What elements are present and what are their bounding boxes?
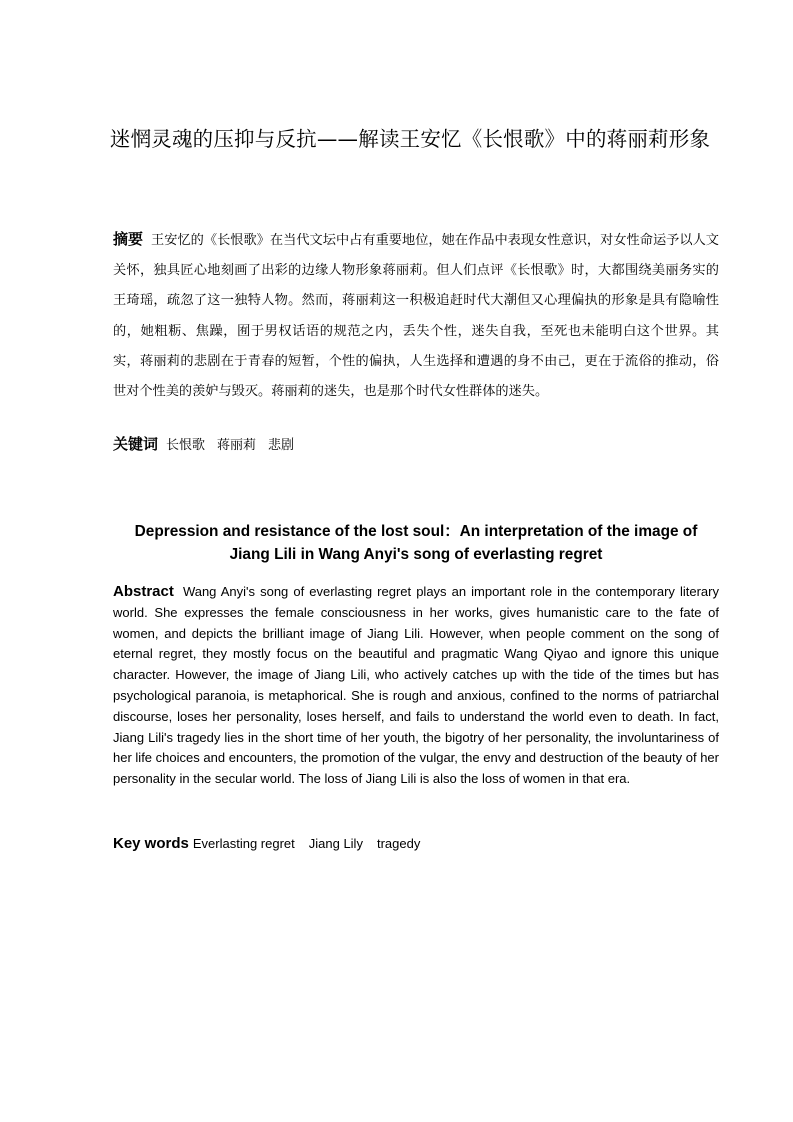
english-keywords [113, 832, 719, 856]
chinese-abstract-text: 王安忆的《长恨歌》在当代文坛中占有重要地位，她在作品中表现女性意识，对女性命运予以人文关怀，独具匠心地刻画了出彩的边缘人物形象蒋丽莉。但人们点评《长恨歌》时，大都围绕美丽务实的王琦瑶，疏忽了这一独特人物。然而，蒋丽莉这一积极追赶时代大潮但又心理偏执的形象是具有隐喻性的，她粗粝、焦躁，囿于男权话语的规范之内，丢失个性，迷失自我，至死也未能明白这个世界。其实，蒋丽莉的悲剧在于青春的短暂，个性的偏执，人生选择和遭遇的身不由己，更在于流俗的推动，俗世对个性美的羡妒与毁灭。蒋丽莉的迷失，也是那个时代女性群体的迷失。 [113, 233, 719, 400]
english-keyword: Jiang Lily [308, 836, 363, 851]
english-title [100, 520, 732, 566]
chinese-keywords-label: 关键词 [113, 435, 159, 453]
chinese-keyword: 蒋丽莉 [217, 438, 257, 453]
chinese-keyword: 悲剧 [268, 438, 295, 453]
english-title-line-1: Depression and resistance of the lost soul：An interpretation of the image of [134, 523, 698, 540]
chinese-keywords [113, 430, 719, 460]
english-keyword: Everlasting regret [192, 836, 295, 851]
english-keyword: tragedy [376, 836, 421, 851]
chinese-title: 迷惘灵魂的压抑与反抗——解读王安忆《长恨歌》中的蒋丽莉形象 [109, 127, 711, 151]
english-title-line-2: Jiang Lili in Wang Anyi's song of everlasting regret [229, 546, 603, 563]
chinese-abstract [113, 224, 719, 407]
english-keywords-label: Key words [113, 835, 189, 852]
chinese-abstract-label: 摘要 [113, 230, 144, 248]
english-abstract [113, 582, 719, 790]
chinese-keyword: 长恨歌 [166, 438, 206, 453]
english-abstract-text: Wang Anyi's song of everlasting regret plays an important role in the contemporary literary world. She expresses the female consciousness in her works, gives humanistic care to the fate of women, and depicts the brilliant image of Jiang Lili. However, when people comment on the song of eternal regret, they mostly focus on the beautiful and pragmatic Wang Qiyao and ignore this unique character. However, the image of Jiang Lili, who actively catches up with the tide of the times but has psychological paranoia, is metaphorical. She is rough and anxious, confined to the norms of patriarchal discourse, loses her personality, loses herself, and fails to understand the world even to death. In fact, Jiang Lili's tragedy lies in the short time of her youth, the bigotry of her personality, the involuntariness of her life choices and encounters, the promotion of the vulgar, the envy and destruction of the beauty of her personality in the secular world. The loss of Jiang Lili is also the loss of women in that era. [113, 584, 719, 787]
english-abstract-label: Abstract [113, 583, 174, 600]
